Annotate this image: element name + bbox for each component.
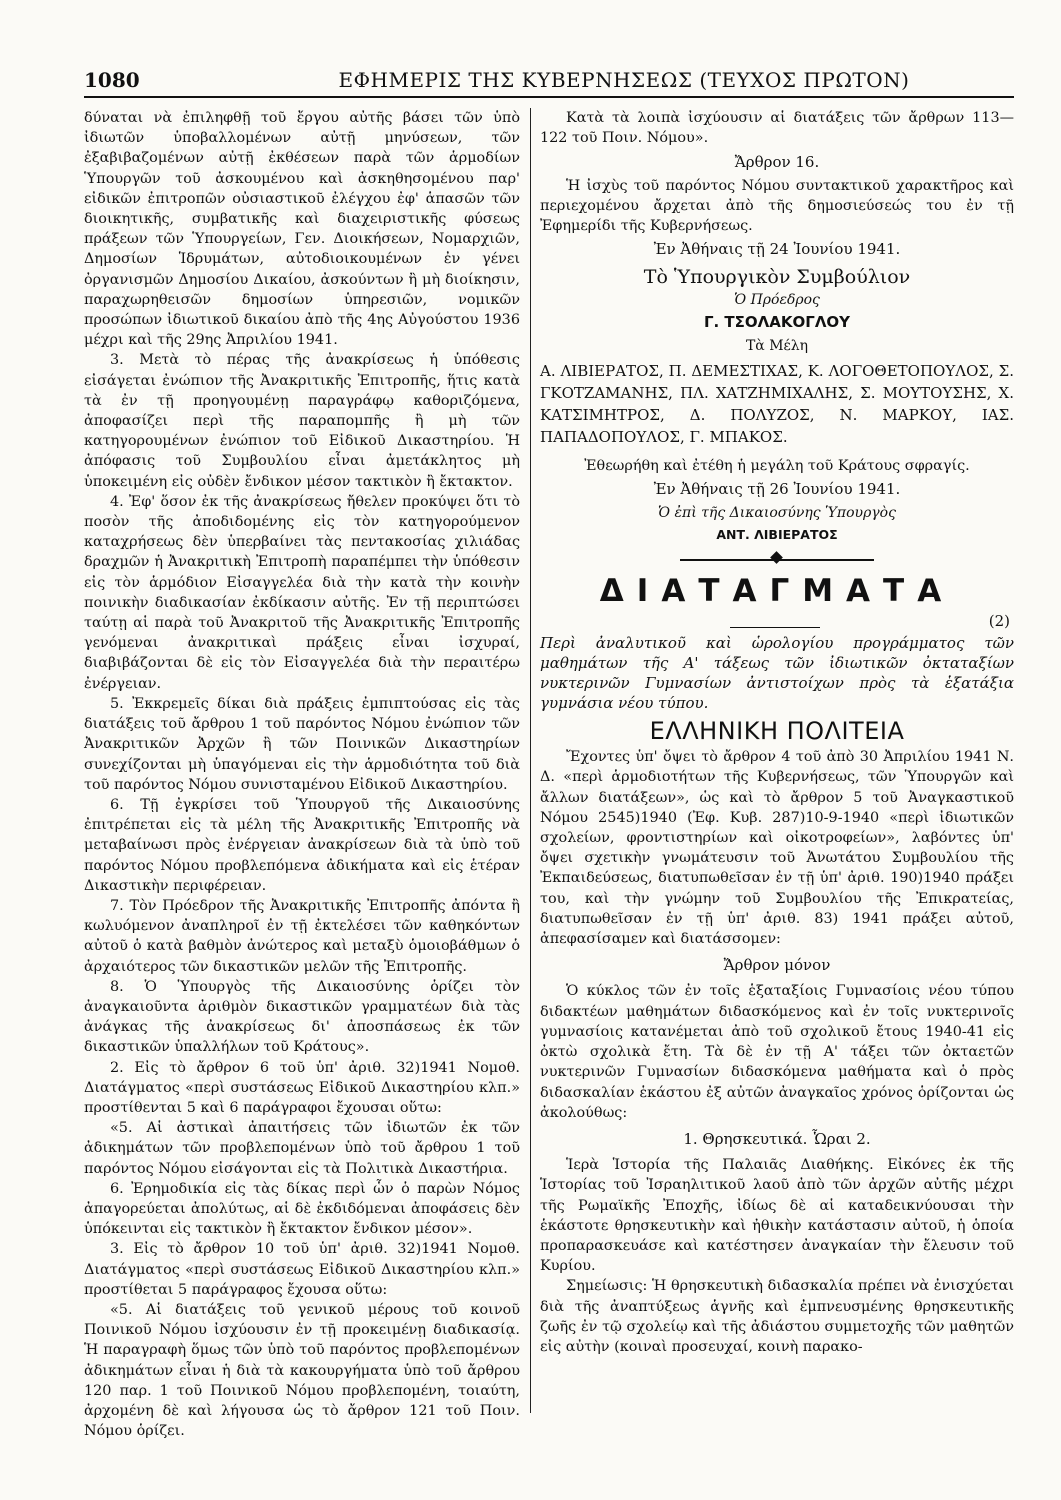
article-16-text: Ἡ ἰσχὺς τοῦ παρόντος Νόμου συντακτικοῦ χαρακτῆρος καὶ περιεχομένου ἄρχεται ἀπὸ τῆς δημοσιεύσεώς του ἐν τῇ Ἐφημερίδι τῆς Κυβερνήσεως. [540,177,1014,235]
subject-heading: 1. Θρησκευτικά. Ὧραι 2. [683,1129,871,1148]
left-paragraph: «5. Αἱ διατάξεις τοῦ γενικοῦ μέρους τοῦ κοινοῦ Ποινικοῦ Νόμου ἰσχύουσιν ἐν τῇ προκειμένῃ διαδικασίᾳ. Ἡ παραγραφὴ ὅμως τῶν ὑπὸ τοῦ παρόντος προβλεπομένων ἀδικημάτων εἶναι ἡ διὰ τὰ κακουργήματα ὑπὸ τοῦ ἄρθρου 120 παρ. 1 τοῦ Ποινικοῦ Νόμου προβλεπομένη, τοιαύτη, ἀρχομένη δὲ καὶ λήγουσα ὡς τὸ ἄρθρον 121 τοῦ Ποιν. Νόμου ὁρίζει. [84,1301,520,1440]
divider-diamond-icon [770,551,783,564]
left-paragraph: 3. Μετὰ τὸ πέρας τῆς ἀνακρίσεως ἡ ὑπόθεσις εἰσάγεται ἐνώπιον τῆς Ἀνακριτικῆς Ἐπιτροπῆς, ἥτις κατὰ τὰ ἐν τῇ προηγουμένῃ παραγράφῳ καθοριζόμενα, ἀποφασίζει περὶ τῆς παραπομπῆς ἢ μὴ τῶν κατηγορουμένων ἐνώπιον τοῦ Εἰδικοῦ Δικαστηρίου. Ἡ ἀπόφασις τοῦ Συμβουλίου εἶναι ἀμετάκλητος μὴ ὑποκειμένη εἰς οὐδὲν ἔνδικον μέσον τακτικὸν ἢ ἔκτακτον. [84,352,520,490]
decrees-title-row [540,573,1014,633]
header-rule [84,96,1014,98]
members-list: Α. ΛΙΒΙΕΡΑΤΟΣ, Π. ΔΕΜΕΣΤΙΧΑΣ, Κ. ΛΟΓΟΘΕΤΟΠΟΥΛΟΣ, Σ. ΓΚΟΤΖΑΜΑΝΗΣ, ΠΛ. ΧΑΤΖΗΜΙΧΑΛΗΣ, Σ. ΜΟΥΤΟΥΣΗΣ, Χ. ΚΑΤΣΙΜΗΤΡΟΣ, Δ. ΠΟΛΥΖΟΣ, Ν. ΜΑΡΚΟΥ, ΙΑΣ. ΠΑΠΑΔΟΠΟΥΛΟΣ, Γ. ΜΠΑΚΟΣ. [540,362,1014,447]
decree-subject: Περὶ ἀναλυτικοῦ καὶ ὡρολογίου προγράμματος τῶν μαθημάτων τῆς Α' τάξεως τῶν ἰδιωτικῶν ὀκταταξίων νυκτερινῶν Γυμνασίων ἀντιστοίχων πρὸς τὰ ἑξατάξια γυμνάσια νέου τύπου. [540,634,1014,713]
preamble: Ἔχοντες ὑπ' ὄψει τὸ ἄρθρον 4 τοῦ ἀπὸ 30 Ἀπριλίου 1941 Ν. Δ. «περὶ ἁρμοδιοτήτων τῆς Κυβερνήσεως, τῶν Ὑπουργῶν καὶ ἄλλων διατάξεων», ὡς καὶ τὸ ἄρθρον 5 τοῦ Ἀναγκαστικοῦ Νόμου 2545)1940 (Ἐφ. Κυβ. 287)10-9-1940 «περὶ ἰδιωτικῶν σχολείων, φροντιστηρίων καὶ οἰκοτροφείων», λαβόντες ὑπ' ὄψει σχετικὴν γνωμάτευσιν τοῦ Ἀνωτάτου Συμβουλίου τῆς Ἐκπαιδεύσεως, διατυπωθεῖσαν ἐν τῇ ὑπ' ἀριθ. 190)1940 πράξει του, καὶ τὴν γνώμην τοῦ Συμβουλίου τῆς Ἐπικρατείας, διατυπωθεῖσαν ἐν τῇ ὑπ' ἀριθ. 83) 1941 πράξει αὐτοῦ, ἀπεφασίσαμεν καὶ διατάσσομεν: [540,749,1014,948]
date-line-2: Ἐν Ἀθήναις τῇ 26 Ἰουνίου 1941. [653,480,901,499]
left-paragraph: 5. Ἐκκρεμεῖς δίκαι διὰ πράξεις ἐμπιπτούσας εἰς τὰς διατάξεις τοῦ ἄρθρου 1 τοῦ παρόντος Νόμου ἐνώπιον τῶν Ἀνακριτικῶν Ἀρχῶν ἢ τῶν Ποινικῶν Δικαστηρίων συνεχίζονται μὴ ὑπαγόμεναι εἰς τὴν ἁρμοδιότητα τοῦ διὰ τοῦ παρόντος Νόμου συνισταμένου Εἰδικοῦ Δικαστηρίου. [84,695,520,793]
date-line: Ἐν Ἀθήναις τῇ 24 Ἰουνίου 1941. [653,240,901,259]
journal-title: ΕΦΗΜΕΡΙΣ ΤΗΣ ΚΥΒΕΡΝΗΣΕΩΣ (ΤΕΥΧΟΣ ΠΡΩΤΟΝ) [338,68,910,92]
left-paragraph: 4. Ἐφ' ὅσον ἐκ τῆς ἀνακρίσεως ἤθελεν προκύψει ὅτι τὸ ποσὸν τῆς ἀποδιδομένης εἰς τὸν κατηγορούμενον καταχρήσεως δὲν ὑπερβαίνει τὰς πεντακοσίας χιλιάδας δραχμῶν ἡ Ἀνακριτικὴ Ἐπιτροπὴ παραπέμπει τὴν ὑπόθεσιν εἰς τὸν ἁρμόδιον Εἰσαγγελέα διὰ τὴν κατὰ τὴν κοινὴν ποινικὴν διαδικασίαν ἐκδίκασιν αὐτῆς. Ἐν τῇ περιπτώσει ταύτῃ αἱ παρὰ τοῦ Ἀνακριτοῦ τῆς Ἀνακριτικῆς Ἐπιτροπῆς γενόμεναι ἀνακριτικαὶ πράξεις εἶναι ἰσχυραί, διαβιβάζονται δὲ εἰς τὸν Εἰσαγγελέα διὰ τὴν περαιτέρω ἐνέργειαν. [84,493,520,692]
members-label: Τὰ Μέλη [745,338,809,355]
article-16-heading: Ἄρθρον 16. [734,153,820,172]
right-column [540,108,1014,1357]
left-paragraph: «5. Αἱ ἀστικαὶ ἀπαιτήσεις τῶν ἰδιωτῶν ἐκ τῶν ἀδικημάτων τῶν προβλεπομένων ὑπὸ τοῦ ἄρθρου 1 τοῦ παρόντος Νόμου εἰσάγονται εἰς τὰ Πολιτικὰ Δικαστήρια. [84,1120,520,1177]
council-title: Τὸ Ὑπουργικὸν Συμβούλιον [643,266,911,289]
president-name: Γ. ΤΣΟΛΑΚΟΓΛΟΥ [703,312,851,331]
single-article-text: Ὁ κύκλος τῶν ἐν τοῖς ἑξαταξίοις Γυμνασίοις νέου τύπου διδακτέων μαθημάτων διδασκόμενος καὶ ἐν τοῖς νυκτερινοῖς γυμνασίοις κατανέμεται ἀπὸ τοῦ σχολικοῦ ἔτους 1940-41 εἰς ὀκτὼ σχολικὰ ἔτη. Τὰ δὲ ἐν τῇ Α' τάξει τῶν ὀκταετῶν νυκτερινῶν Γυμνασίων διδασκόμενα μαθήματα καὶ ὁ πρὸς διδασκαλίαν ἑκάστου ἐξ αὐτῶν ἀναγκαῖος χρόνος ὁρίζονται ὡς ἀκολούθως: [540,983,1014,1121]
president-label: Ὁ Πρόεδρος [734,291,820,308]
minister-label: Ὁ ἐπὶ τῆς Δικαιοσύνης Ὑπουργὸς [658,504,896,521]
left-paragraph: 6. Τῇ ἐγκρίσει τοῦ Ὑπουργοῦ τῆς Δικαιοσύνης ἐπιτρέπεται εἰς τὰ μέλη τῆς Ἀνακριτικῆς Ἐπιτροπῆς νὰ μεταβαίνωσι πρὸς ἐνέργειαν ἀνακρίσεων διὰ τὰ ὑπὸ τοῦ παρόντος Νόμου προβλεπόμενα ἀδικήματα καὶ εἰς ἑτέραν Δικαστικὴν περιφέρειαν. [84,796,520,894]
left-paragraph: 6. Ἐρημοδικία εἰς τὰς δίκας περὶ ὧν ὁ παρὼν Νόμος ἀπαγορεύεται ἀπολύτως, αἱ δὲ ἐκδιδόμεναι ἀποφάσεις δὲν ὑπόκεινται εἰς τακτικὸν ἢ ἔκτακτον ἔνδικον μέσον». [84,1180,520,1238]
decrees-title: ΔΙΑΤΑΓΜΑΤΑ [599,573,955,610]
page-number: 1080 [84,68,140,92]
single-article-heading: Ἄρθρον μόνον [723,956,831,975]
seal-text: Ἐθεωρήθη καὶ ἐτέθη ἡ μεγάλη τοῦ Κράτους σφραγίς. [584,458,970,475]
left-paragraph: 3. Εἰς τὸ ἄρθρον 10 τοῦ ὑπ' ἀριθ. 32)1941 Νομοθ. Διατάγματος «περὶ συστάσεως Εἰδικοῦ Δικαστηρίου κλπ.» προστίθεται 5 παράγραφος ἔχουσα οὕτω: [84,1241,520,1298]
subject-text: Ἱερὰ Ἱστορία τῆς Παλαιᾶς Διαθήκης. Εἰκόνες ἐκ τῆς Ἱστορίας τοῦ Ἰσραηλιτικοῦ λαοῦ ἀπὸ τῶν ἀρχῶν αὐτῆς μέχρι τῆς Ρωμαϊκῆς Ἐποχῆς, ἰδίως δὲ αἱ καταδεικνύουσαι τὴν ἑκάστοτε θρησκευτικὴν καὶ ἠθικὴν κατάστασιν αὐτοῦ, ἡ ὁποία προπαρασκευάσε καὶ κατέστησεν ἀναγκαίαν τὴν ἔλευσιν τοῦ Κυρίου. [540,1157,1014,1275]
continuation-text: Κατὰ τὰ λοιπὰ ἰσχύουσιν αἱ διατάξεις τῶν ἄρθρων 113—122 τοῦ Ποιν. Νόμου». [540,110,1014,147]
left-paragraph: 8. Ὁ Ὑπουργὸς τῆς Δικαιοσύνης ὁρίζει τὸν ἀναγκαιοῦντα ἀριθμὸν δικαστικῶν γραμματέων διὰ τὰς ἀνάγκας τῆς ἀνακρίσεως δι' ἀποσπάσεως ἐκ τῶν δικαστικῶν ὑπαλλήλων τοῦ Κράτους». [84,978,520,1056]
minister-name: ΑΝΤ. ΛΙΒΙΕΡΑΤΟΣ [716,526,838,542]
decree-number: (2) [988,612,1010,631]
state-title: ΕΛΛΗΝΙΚΗ ΠΟΛΙΤΕΙΑ [649,717,905,746]
left-paragraph: δύναται νὰ ἐπιληφθῇ τοῦ ἔργου αὐτῆς βάσει τῶν ὑπὸ ἰδιωτῶν ὑποβαλλομένων αὐτῇ μηνύσεων, τῶν ἐξαβιβαζομένων αὐτῇ ἐκθέσεων παρὰ τῶν ἁρμοδίων Ὑπουργῶν τοῦ ἀσκουμένου καὶ ἀσκηθησομένου παρ' εἰδικῶν ἐπιτροπῶν οὐσιαστικοῦ ἐλέγχου ἐφ' ἁπασῶν τῶν διοικητικῆς, συμβατικῆς καὶ διαχειριστικῆς φύσεως πράξεων τῶν Ὑπουργείων, Γεν. Διοικήσεων, Νομαρχιῶν, Δημοσίων Ἱδρυμάτων, αὐτοδιοικουμένων ἐν γένει ὀργανισμῶν Δημοσίου Δικαίου, ἀσκούντων ἢ μὴ διοίκησιν, παραχωρηθεισῶν δημοσίων ὑπηρεσιῶν, νομικῶν προσώπων ἰδιωτικοῦ δικαίου ἀπὸ τῆς 4ης Αὐγούστου 1936 μέχρι καὶ τῆς 29ης Ἀπριλίου 1941. [84,110,520,349]
left-paragraph: 7. Τὸν Πρόεδρον τῆς Ἀνακριτικῆς Ἐπιτροπῆς ἀπόντα ἢ κωλυόμενον ἀναπληροῖ ἐν τῇ ἐκτελέσει τῶν καθηκόντων αὐτοῦ ὁ κατὰ βαθμὸν ἀνώτερος καὶ μεταξὺ ὁμοιοβάθμων ὁ ἀρχαιότερος τῶν δικαστικῶν μελῶν τῆς Ἐπιτροπῆς. [84,897,520,975]
left-paragraph: 2. Εἰς τὸ ἄρθρον 6 τοῦ ὑπ' ἀριθ. 32)1941 Νομοθ. Διατάγματος «περὶ συστάσεως Εἰδικοῦ Δικαστηρίου κλπ.» προστίθενται 5 καὶ 6 παράγραφοι ἔχουσαι οὕτω: [84,1059,520,1116]
section-divider [540,551,1014,567]
left-column [84,108,520,1441]
title-rule [730,627,820,628]
note-text: Σημείωσις: Ἡ θρησκευτικὴ διδασκαλία πρέπει νὰ ἐνισχύεται διὰ τῆς ἀναπτύξεως ἁγνῆς καὶ ἐμπνευσμένης θρησκευτικῆς ζωῆς ἐν τῷ σχολείῳ καὶ τῆς ἀδιάστου συμμετοχῆς τῶν μαθητῶν εἰς αὐτὴν (κοιναὶ προσευχαί, κοινὴ παρακο- [540,1278,1014,1355]
column-divider [530,108,531,1413]
